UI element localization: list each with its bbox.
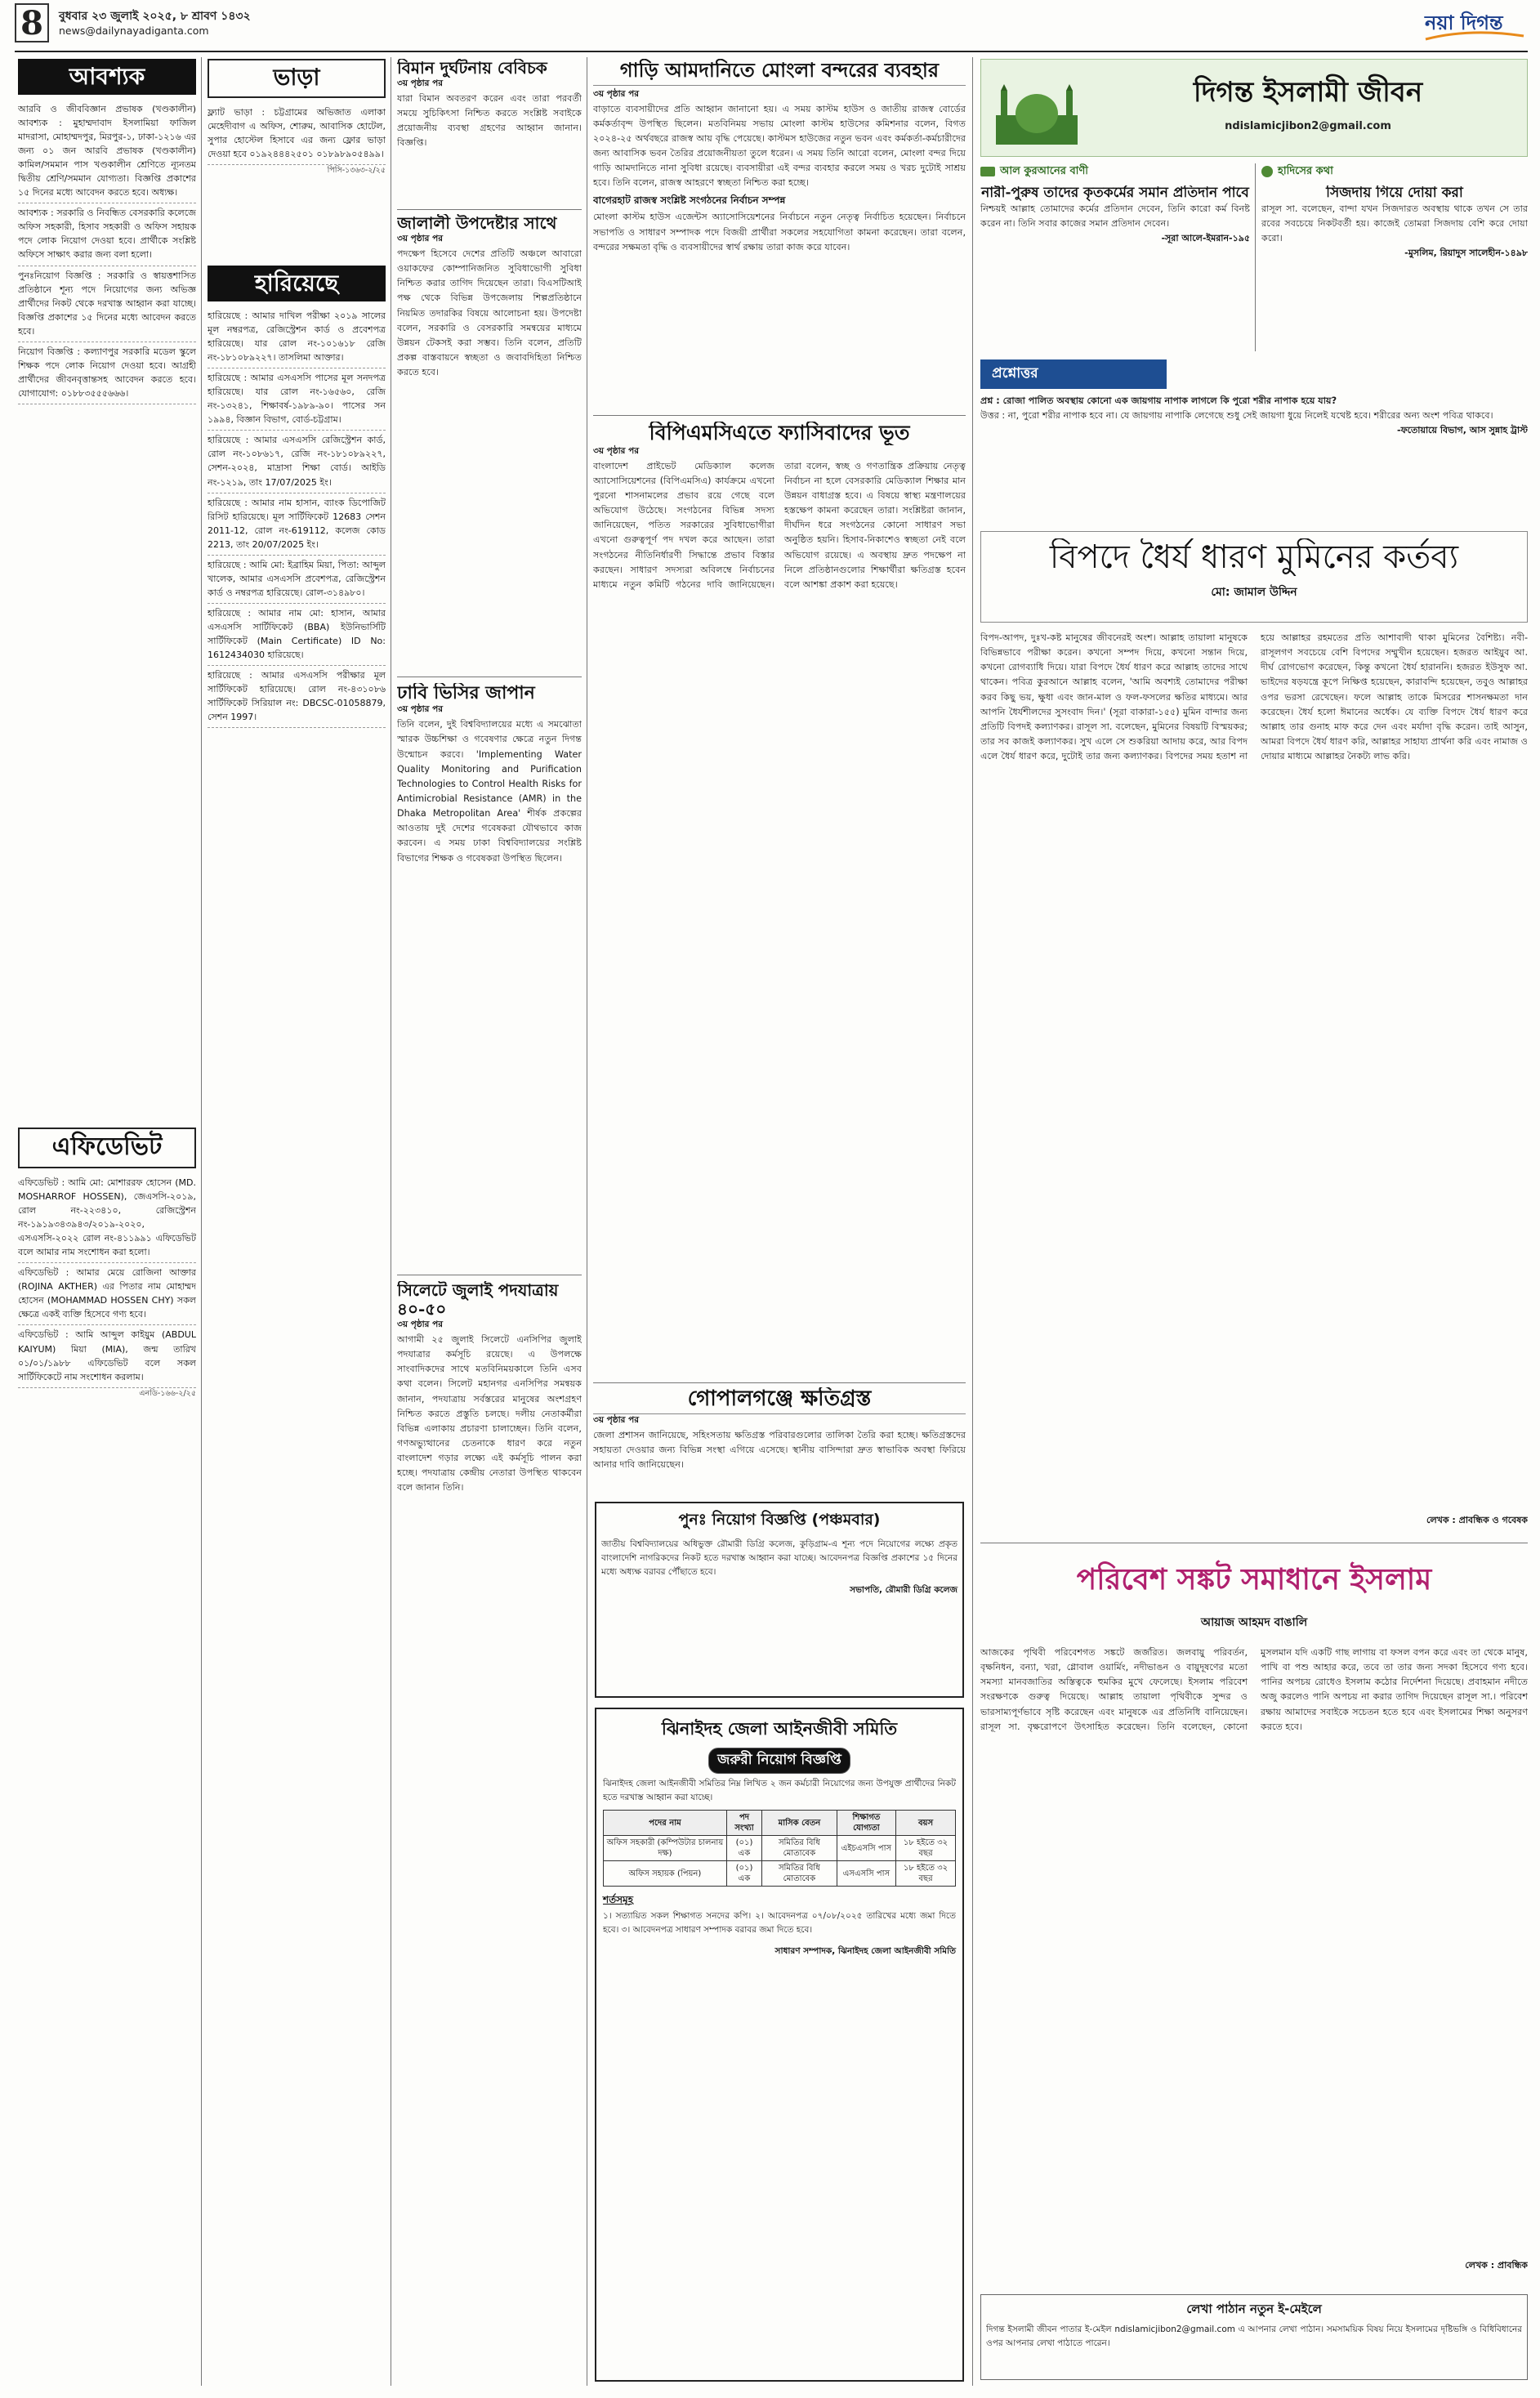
hadith-icon	[1261, 166, 1273, 177]
ad-list	[18, 1173, 196, 1400]
ad-list	[18, 100, 196, 404]
terms-body: ১। সত্যায়িত সকল শিক্ষাগত সনদের কপি। ২। আবেদনপত্র ০৭/০৮/২০২৫ তারিখের মধ্যে জমা দিতে হবে। ৩। আবেদনপত্র সাধারণ সম্পাদক বরাবর জমা দিতে হবে।	[603, 1911, 956, 1935]
bpmc-headline[interactable]: বিপিএমসিএতে ফ্যাসিবাদের ভূত	[649, 422, 910, 444]
classified-ad: নিয়োগ বিজ্ঞপ্তি : কল্যাণপুর সরকারি মডেল স্কুলে শিক্ষক পদে লোক নিয়োগ দেওয়া হবে। আগ্রহী প্রার্থীদের জীবনবৃত্তান্তসহ আবেদন করতে হবে। যোগাযোগ: ০১৮৮৩৫৫৫৬৬৬।	[18, 342, 196, 404]
jhenaidah-signer: সাধারণ সম্পাদক, ঝিনাইদহ জেলা আইনজীবী সমিতি	[774, 1946, 956, 1956]
footer-body: দিগন্ত ইসলামী জীবন পাতার ই-মেইল ndislamicjibon2@gmail.com এ আপনার লেখা পাঠান। সমসাময়িক বিষয় নিয়ে ইসলামের দৃষ্টিভঙ্গি ও বিধিবিধানের ওপর আপনার লেখা পাঠাতে পারেন।	[986, 2324, 1522, 2348]
recruitment-title: পুনঃ নিয়োগ বিজ্ঞপ্তি (পঞ্চমবার)	[678, 1511, 881, 1529]
article1-byline: লেখক : প্রাবন্ধিক ও গবেষক	[1426, 1515, 1528, 1525]
gopalganj-headline[interactable]: গোপালগঞ্জে ক্ষতিগ্রস্ত	[593, 1387, 966, 1414]
table-cell: অফিস সহায়ক (পিয়ন)	[604, 1861, 727, 1887]
islam-banner	[980, 59, 1528, 157]
col-divider	[972, 57, 973, 2386]
article1	[980, 631, 1528, 1538]
ad-list	[208, 306, 386, 728]
islam-section-title: দিগন্ত ইসলামী জীবন	[1193, 76, 1423, 109]
qa-question: প্রশ্ন : রোজা পালিত অবস্থায় কোনো এক জায়গায় নাপাক লাগলে কি পুরো শরীর নাপাক হয়ে যায়?	[980, 395, 1337, 406]
sylhet-headline[interactable]: সিলেটে জুলাই পদযাত্রায় ৪০-৫০	[397, 1281, 559, 1319]
article1-author: মো: জামাল উদ্দিন	[1211, 586, 1297, 599]
lost-ad: হারিয়েছে : আমার নাম মো: হাসান, আমার এসএসসি সার্টিফিকেট (BBA) ইউনিভার্সিটি সার্টিফিকেট (Main Certificate) ID No: 1612434030 হারিয়েছে।	[208, 604, 386, 666]
dateline: বুধবার ২৩ জুলাই ২০২৫, ৮ শ্রাবণ ১৪৩২	[59, 10, 251, 23]
table-cell: অফিস সহকারী (কম্পিউটার চালনায় দক্ষ)	[604, 1836, 727, 1861]
islam-email[interactable]: ndislamicjibon2@gmail.com	[1225, 120, 1391, 132]
table-cell: ১৮ হইতে ৩২ বছর	[896, 1861, 956, 1887]
header-rule	[15, 51, 1528, 52]
plane-headline[interactable]: বিমান দুর্ঘটনায় বেবিচক	[397, 59, 547, 78]
story-body: তিনি বলেন, দুই বিশ্ববিদ্যালয়ের মধ্যে এ সমঝোতা স্মারক উচ্চশিক্ষা ও গবেষণার ক্ষেত্রে নতুন দিগন্ত উন্মোচন করবে। 'Implementing Water Quality Monitoring and Purification Technologies to Control Health Risks for Antimicrobial Resistance (AMR) in the Dhaka Metropolitan Area' শীর্ষক প্রকল্পের আওতায় দুই দেশের গবেষকরা যৌথভাবে কাজ করবেন। এ সময় ঢাকা বিশ্ববিদ্যালয়ের সংশ্লিষ্ট বিভাগের শিক্ষক ও গবেষকরা উপস্থিত ছিলেন।	[397, 719, 582, 864]
table-row	[604, 1861, 956, 1887]
story-body: মোংলা কাস্টম হাউস এজেন্টস অ্যাসোসিয়েশনের নির্বাচনে নতুন নেতৃত্ব নির্বাচিত হয়েছেন। নির্বাচনে সভাপতি ও সাধারণ সম্পাদক পদে বিজয়ী প্রার্থীরা সকলের সহযোগিতা কামনা করেছেন। তারা বলেন, বন্দরের সক্ষমতা বৃদ্ধি ও ব্যবসায়ীদের স্বার্থ রক্ষায় তারা কাজ করে যাবেন।	[593, 212, 966, 252]
quran-label: আল কুরআনের বাণী	[980, 163, 1250, 181]
gopalganj-story	[593, 1387, 966, 1492]
article1-body: বিপদ-আপদ, দুঃখ-কষ্ট মানুষের জীবনেরই অংশ। আল্লাহ তায়ালা মানুষকে বিভিন্নভাবে পরীক্ষা করেন। কখনো সম্পদ দিয়ে, কখনো সন্তান দিয়ে, কখনো রোগব্যাধি দিয়ে। যারা বিপদে ধৈর্য ধারণ করে আল্লাহ তাদের সাথে থাকেন। পবিত্র কুরআনে আল্লাহ বলেন, 'আমি অবশ্যই তোমাদের পরীক্ষা করব কিছু ভয়, ক্ষুধা এবং জান-মাল ও ফল-ফসলের ক্ষতির মাধ্যমে। আর আপনি ধৈর্যশীলদের সুসংবাদ দিন।' (সূরা বাকারা-১৫৫) মুমিন বান্দার জন্য প্রতিটি বিপদই কল্যাণকর। রাসূল সা. বলেছেন, মুমিনের বিষয়টি বিস্ময়কর; তার সব কাজই কল্যাণকর। সুখ এলে সে শুকরিয়া আদায় করে, আর বিপদ এলে ধৈর্য ধারণ করে, দুটোই তার জন্য কল্যাণকর। বিপদের সময় হতাশ না হয়ে আল্লাহর রহমতের প্রতি আশাবাদী থাকা মুমিনের বৈশিষ্ট্য। নবী-রাসূলগণ সবচেয়ে বেশি বিপদের সম্মুখীন হয়েছেন। হজরত আইয়ুব আ. দীর্ঘ রোগভোগ করেছেন, কিন্তু কখনো ধৈর্য হারাননি। হজরত ইউসুফ আ. ভাইদের ষড়যন্ত্রে কূপে নিক্ষিপ্ত হয়েছেন, কারাবন্দি হয়েছেন, তবুও আল্লাহর ওপর ভরসা রেখেছেন। ফলে আল্লাহ তাকে মিসরের শাসনক্ষমতা দান করেছেন। ধৈর্য হলো ঈমানের অর্ধেক। যে ব্যক্তি বিপদে ধৈর্য ধারণ করে আল্লাহ তার গুনাহ মাফ করে দেন এবং মর্যাদা বৃদ্ধি করেন। তাই আসুন, আমরা বিপদে ধৈর্য ধারণ করি, আল্লাহর সাহায্য প্রার্থনা করি এবং নামাজ ও দোয়ার মাধ্যমে আল্লাহর নৈকট্য লাভ করি।	[980, 632, 1528, 762]
story-divider	[593, 1382, 966, 1383]
hadith-body: রাসূল সা. বলেছেন, বান্দা যখন সিজদারত অবস্থায় থাকে তখন সে তার রবের সবচেয়ে নিকটবর্তী হয়। কাজেই তোমরা সিজদায় বেশি করে দোয়া করো।	[1261, 203, 1528, 243]
article2	[980, 1646, 1528, 2283]
story-source: ৩য় পৃষ্ঠার পর	[593, 88, 640, 99]
rent-ad: ফ্ল্যাট ভাড়া : চট্টগ্রামের অভিজাত এলাকা মেহেদীবাগ এ অফিস, শোরুম, আবাসিক হোটেল, সুপার হোস্টেল হিসাবে এর জন্য ফ্লোর ভাড়া দেওয়া হবে ০১৯২৪৪৪২৫০১ ০১৮৯৮৯০৫৪৯৯।	[208, 103, 386, 165]
lost-ad: হারিয়েছে : আমার দাখিল পরীক্ষা ২০১৯ সালের মূল নম্বরপত্র, রেজিস্ট্রেশন কার্ড ও প্রবেশপত্র হারিয়েছে। যার রোল নং-১০১৬১৮ রেজি নং-১৮১০৮৯২২৭। তাসলিমা আক্তার।	[208, 306, 386, 368]
ad-id: পিসি-১৩৬৩-২/২৫	[327, 166, 386, 176]
story-body: বাড়াতে ব্যবসায়ীদের প্রতি আহ্বান জানানো হয়। এ সময় কাস্টম হাউস ও জাতীয় রাজস্ব বোর্ডের কর্মকর্তাবৃন্দ উপস্থিত ছিলেন। মতবিনিময় সভায় মোংলা কাস্টম হাউসের কমিশনার বলেন, বিগত ২০২৪-২৫ অর্থবছরে রাজস্ব আয় বৃদ্ধি পেয়েছে। কাস্টমস হাউজের নতুন ভবন এবং কর্মকর্তা-কর্মচারীদের জন্য আবাসিক ভবন তৈরির প্রয়োজনীয়তা তুলে ধরেন। এ সময় তিনি আরো বলেন, মোংলা বন্দর দিয়ে গাড়ি আমদানিতে নানা সুবিধা রয়েছে। ব্যবসায়ীরা এই বন্দর ব্যবহার করলে সময় ও খরচ দুটোই সাশ্রয় হবে। তিনি বলেন, রাজস্ব আহরণে স্বচ্ছতা নিশ্চিত করা হচ্ছে।	[593, 103, 966, 189]
lost-ad: হারিয়েছে : আমার এসএসসি পরীক্ষার মূল সার্টিফিকেট হারিয়েছে। রোল নং-৪৩১০৮৬ সার্টিফিকেট সিরিয়াল নং: DBCSC-01058879, সেশন 1997।	[208, 666, 386, 728]
table-cell: সমিতির বিধি মোতাবেক	[762, 1861, 837, 1887]
jalali-story	[397, 214, 582, 672]
rent-section	[208, 59, 386, 255]
table-header: মাসিক বেতন	[762, 1811, 837, 1836]
table-cell: এইচএসসি পাস	[837, 1836, 895, 1861]
story-source: ৩য় পৃষ্ঠার পর	[397, 1320, 444, 1329]
quran-box	[980, 163, 1250, 351]
visa-headline[interactable]: ঢাবি ভিসির জাপান	[397, 683, 535, 703]
table-cell: (০১) এক	[726, 1861, 761, 1887]
needed-title: আবশ্যক	[18, 59, 196, 95]
quran-body: নিশ্চয়ই আল্লাহ তোমাদের কর্মের প্রতিদান দেবেন, তিনি কারো কর্ম বিনষ্ট করেন না। তিনি সবার কাজের সমান প্রতিদান দেবেন।	[980, 203, 1250, 229]
article1-title-box	[980, 531, 1528, 623]
story-source: ৩য় পৃষ্ঠার পর	[397, 78, 444, 88]
article2-title-box	[980, 1549, 1528, 1639]
story-divider	[593, 415, 966, 416]
quran-title: নারী-পুরুষ তাদের কৃতকর্মের সমান প্রতিদান পাবে	[981, 185, 1249, 201]
table-cell: এসএসসি পাস	[837, 1861, 895, 1887]
terms-title: শর্তসমূহ	[603, 1894, 633, 1905]
classifieds-affidavit	[18, 1128, 196, 2378]
header-email[interactable]: news@dailynayadiganta.com	[59, 25, 209, 37]
lost-ad: হারিয়েছে : আমার নাম হাসান, ব্যাংক ডিপোজিট রিসিট হারিয়েছে। মূল সার্টিফিকেট 12683 সেশন 2011-12, রোল নং-619112, কলেজ কোড 2213, তাং 20/07/2025 ইং।	[208, 493, 386, 556]
bpmc-story	[593, 422, 966, 1378]
quran-ref: -সূরা আলে-ইমরান-১৯৫	[1161, 232, 1250, 243]
ad-id: এনডি-১৬৬-২/২৫	[139, 1388, 196, 1398]
lost-ad: হারিয়েছে : আমার এসএসসি রেজিস্ট্রেশন কার্ড, রোল নং-১০৮৬১৭, রেজি নং-১৮১০৮৯২২৭, সেশন-২০২৪, মাদ্রাসা শিক্ষা বোর্ড। আইডি নং-১২১৯, তাং 17/07/2025 ইং।	[208, 431, 386, 493]
story-divider	[397, 209, 582, 210]
jhenaidah-ad	[595, 1708, 964, 2382]
visa-story	[397, 683, 582, 1271]
logo-text: নয়া দিগন্ত	[1425, 11, 1503, 34]
port-headline[interactable]: গাড়ি আমদানিতে মোংলা বন্দরের ব্যবহার	[593, 59, 966, 86]
jhenaidah-subtitle: জরুরী নিয়োগ বিজ্ঞপ্তি	[708, 1748, 850, 1774]
hadith-box	[1261, 163, 1528, 351]
article2-author: আয়াজ আহমদ বাঙালি	[1200, 1616, 1308, 1629]
port-story	[593, 59, 966, 410]
qa-ref: -ফতোয়ায়ে বিভাগ, আস সুন্নাহ ট্রাস্ট	[1397, 425, 1528, 436]
table-cell: সমিতির বিধি মোতাবেক	[762, 1836, 837, 1861]
col-divider	[1255, 163, 1256, 351]
page-number: 8	[15, 3, 49, 42]
article1-title[interactable]: বিপদে ধৈর্য ধারণ মুমিনের কর্তব্য	[1049, 538, 1459, 576]
story-subhead: বাগেরহাট রাজস্ব সংশ্লিষ্ট সংগঠনের নির্বাচন সম্পন্ন	[593, 194, 786, 207]
rent-title: ভাড়া	[208, 59, 386, 98]
page-header	[0, 0, 1540, 49]
qa-answer: উত্তর : না, পুরো শরীর নাপাক হবে না। যে জায়গায় নাপাকি লেগেছে শুধু সেই জায়গা ধুয়ে নিলেই যথেষ্ট হবে। শরীরের অন্য অংশ পবিত্র থাকবে।	[980, 410, 1493, 422]
lost-ad: হারিয়েছে : আমার এসএসসি পাসের মূল সনদপত্র হারিয়েছে। যার রোল নং-১৬৫৬০, রেজি নং-১৩২৪১, শিক্ষাবর্ষ-১৯৮৯-৯০। পাসের সন ১৯৯৪, বিজ্ঞান বিভাগ, বোর্ড-চট্টগ্রাম।	[208, 368, 386, 431]
recruitment-ad	[595, 1502, 964, 1698]
affidavit-ad: এফিডেভিট : আমি মো: মোশাররফ হোসেন (MD. MOSHARROF HOSSEN), জেএসসি-২০১৯, রোল নং-২২৩৪১০, রেজিস্ট্রেশন নং-১৯১৯৩৪৩৯৪৩/২০১৯-২০২০, এসএসসি-২০২২ রোল নং-৪১১৯৯১ এফিডেভিট বলে আমার নাম সংশোধন করা হলো।	[18, 1173, 196, 1263]
table-header: বয়স	[896, 1811, 956, 1836]
table-cell: (০১) এক	[726, 1836, 761, 1861]
hadith-ref: -মুসলিম, রিয়াদুস সালেহীন-১৪৯৮	[1404, 247, 1528, 258]
article2-body: আজকের পৃথিবী পরিবেশগত সঙ্কটে জর্জরিত। জলবায়ু পরিবর্তন, বৃক্ষনিধন, বন্যা, খরা, গ্লোবাল ওয়ার্মিং, নদীভাঙন ও বায়ুদূষণের মতো সমস্যা মানবজাতির অস্তিত্বকে হুমকির মুখে ফেলেছে। ইসলাম পরিবেশ সংরক্ষণকে গুরুত্ব দিয়েছে। আল্লাহ তায়ালা পৃথিবীকে সুন্দর ও ভারসাম্যপূর্ণভাবে সৃষ্টি করেছেন এবং মানুষকে এর প্রতিনিধি বানিয়েছেন। রাসূল সা. বৃক্ষরোপণে উৎসাহিত করেছেন। তিনি বলেছেন, কোনো মুসলমান যদি একটি গাছ লাগায় বা ফসল বপন করে এবং তা থেকে মানুষ, পাখি বা পশু আহার করে, তবে তা তার জন্য সদকা হিসেবে গণ্য হবে। পানির অপচয় রোধেও ইসলাম কঠোর নির্দেশনা দিয়েছে। প্রবাহমান নদীতে অজু করলেও পানি অপচয় না করার তাগিদ দিয়েছেন রাসূল সা.। পরিবেশ রক্ষায় আমাদের সবাইকে সচেতন হতে হবে এবং ইসলামের শিক্ষা অনুসরণ করতে হবে।	[980, 1647, 1528, 1732]
jhenaidah-table	[603, 1810, 956, 1887]
mosque-icon	[988, 66, 1086, 148]
table-header: পদ সংখ্যা	[726, 1811, 761, 1836]
plane-story	[397, 59, 582, 206]
col-divider	[201, 57, 202, 2386]
recruitment-signer: সভাপতি, রৌমারী ডিগ্রি কলেজ	[850, 1585, 957, 1595]
submission-footer	[980, 2294, 1528, 2380]
classifieds-needed	[18, 59, 196, 1113]
affidavit-ad: এফিডেভিট : আমার মেয়ে রোজিনা আক্তার (ROJINA AKTHER) এর পিতার নাম মোহাম্মদ হোসেন (MOHAMMAD HOSSEN CHY) সকল ক্ষেত্রে একই ব্যক্তি হিসেবে গণ্য হবে।	[18, 1263, 196, 1325]
classified-ad: আরবি ও জীববিজ্ঞান প্রভাষক (খণ্ডকালীন) আবশ্যক : মুহাম্মদাবাদ ইসলামিয়া ফাজিল মাদরাসা, মোহাম্মদপুর, মিরপুর-১, ঢাকা-১২১৬ এর জন্য ০১ জন আরবি প্রভাষক (খণ্ডকালীন) কামিল/সমমান পাস খণ্ডকালীন শ্রেণিতে ন্যূনতম দ্বিতীয় শ্রেণি/সমমান যোগ্যতা। বিজ্ঞপ্তি প্রকাশের ১৫ দিনের মধ্যে আবেদন করতে হবে। অধ্যক্ষ।	[18, 100, 196, 203]
table-cell: ১৮ হইতে ৩২ বছর	[896, 1836, 956, 1861]
story-source: ৩য় পৃষ্ঠার পর	[593, 445, 640, 456]
classified-ad: আবশ্যক : সরকারি ও নিবন্ধিত বেসরকারি কলেজে অফিস সহকারী, হিসাব সহকারী ও অফিস সহায়ক পদে লোক নিয়োগ দেওয়া হবে। প্রার্থীকে সংশ্লিষ্ট অফিসে সাক্ষাৎ করার জন্য বলা হলো।	[18, 203, 196, 266]
article2-title[interactable]: পরিবেশ সঙ্কট সমাধানে ইসলাম	[1076, 1562, 1432, 1596]
recruitment-body: জাতীয় বিশ্ববিদ্যালয়ের অধিভুক্ত রৌমারী ডিগ্রি কলেজ, কুড়িগ্রাম-এ শূন্য পদে নিয়োগের লক্ষ্যে প্রকৃত বাংলাদেশি নাগরিকদের নিকট হতে দরখাস্ত আহ্বান করা যাচ্ছে। আবেদনপত্র বিজ্ঞপ্তি প্রকাশের ১৫ দিনের মধ্যে অধ্যক্ষ বরাবর পৌঁছাতে হবে।	[601, 1539, 957, 1577]
sylhet-story	[397, 1281, 582, 2380]
story-body: বাংলাদেশ প্রাইভেট মেডিক্যাল কলেজ অ্যাসোসিয়েশনের (বিপিএমসিএ) কার্যক্রমে এখনো পুরনো শাসনামলের প্রভাব রয়ে গেছে বলে অভিযোগ উঠেছে। সংগঠনের বিভিন্ন সদস্য জানিয়েছেন, পতিত সরকারের সুবিধাভোগীরা এখনো গুরুত্বপূর্ণ পদ দখল করে আছেন। তারা সংগঠনের নীতিনির্ধারণী সিদ্ধান্তে প্রভাব বিস্তার করছেন। সাধারণ সদস্যরা অবিলম্বে নির্বাচনের মাধ্যমে নতুন কমিটি গঠনের দাবি জানিয়েছেন। তারা বলেন, স্বচ্ছ ও গণতান্ত্রিক প্রক্রিয়ায় নেতৃত্ব নির্বাচন না হলে বেসরকারি মেডিক্যাল শিক্ষার মান উন্নয়ন বাধাগ্রস্ত হবে। এ বিষয়ে স্বাস্থ্য মন্ত্রণালয়ের হস্তক্ষেপ কামনা করেছেন তারা। সংশ্লিষ্টরা জানান, দীর্ঘদিন ধরে সংগঠনের কোনো সাধারণ সভা অনুষ্ঠিত হয়নি। হিসাব-নিকাশেও স্বচ্ছতা নেই বলে অভিযোগ রয়েছে। এ অবস্থায় দ্রুত পদক্ষেপ না নিলে প্রতিষ্ঠানগুলোর শিক্ষার্থীরা ক্ষতিগ্রস্ত হবেন বলে আশঙ্কা প্রকাশ করা হয়েছে।	[593, 460, 966, 590]
lost-section	[208, 266, 386, 2382]
qa-title: প্রশ্নোত্তর	[980, 359, 1167, 389]
hadith-label: হাদিসের কথা	[1261, 163, 1528, 181]
table-row	[604, 1836, 956, 1861]
story-source: ৩য় পৃষ্ঠার পর	[397, 234, 444, 243]
classified-ad: পুনঃনিয়োগ বিজ্ঞপ্তি : সরকারি ও স্বায়ত্তশাসিত প্রতিষ্ঠানে শূন্য পদে নিয়োগের জন্য অভিজ্ঞ প্রার্থীদের নিকট থেকে দরখাস্ত আহ্বান করা যাচ্ছে। বিজ্ঞপ্তি প্রকাশের ১৫ দিনের মধ্যে আবেদন করতে হবে।	[18, 266, 196, 342]
jalali-headline[interactable]: জালালী উপদেষ্টার সাথে	[397, 214, 557, 233]
story-source: ৩য় পৃষ্ঠার পর	[593, 1414, 640, 1425]
newspaper-logo	[1422, 7, 1528, 44]
footer-title: লেখা পাঠান নতুন ই-মেইলে	[1186, 2302, 1322, 2316]
lost-ad: হারিয়েছে : আমি মো: ইব্রাহিম মিয়া, পিতা: আব্দুল খালেক, আমার এসএসসি প্রবেশপত্র, রেজিস্ট্রেশন কার্ড ও নম্বরপত্র হারিয়েছে। রোল-৩১৪৯৮০।	[208, 556, 386, 604]
story-body: যারা বিমান অবতরণ করেন এবং তারা পরবর্তী সময়ে সুচিকিৎসা নিশ্চিত করতে সংশ্লিষ্ট সবাইকে প্রয়োজনীয় ব্যবস্থা গ্রহণের আহ্বান জানান। বিজ্ঞপ্তি।	[397, 93, 582, 149]
story-body: আগামী ২৫ জুলাই সিলেটে এনসিপির জুলাই পদযাত্রার কর্মসূচি রয়েছে। এ উপলক্ষে সাংবাদিকদের সাথে মতবিনিময়কালে তিনি এসব কথা বলেন। সিলেট মহানগর এনসিপির সমন্বয়ক জানান, পদযাত্রায় সর্বস্তরের মানুষের অংশগ্রহণ নিশ্চিত করতে প্রস্তুতি চলছে। দলীয় নেতাকর্মীরা বিভিন্ন এলাকায় প্রচারণা চালাচ্ছেন। তিনি বলেন, গণঅভ্যুত্থানের চেতনাকে ধারণ করে নতুন বাংলাদেশ গড়ার লক্ষ্যে এই কর্মসূচি পালন করা হচ্ছে। পদযাত্রায় কেন্দ্রীয় নেতারা উপস্থিত থাকবেন বলে জানান তিনি।	[397, 1334, 582, 1494]
book-icon	[980, 167, 995, 176]
table-header: শিক্ষাগত যোগ্যতা	[837, 1811, 895, 1836]
story-body: জেলা প্রশাসন জানিয়েছে, সহিংসতায় ক্ষতিগ্রস্ত পরিবারগুলোর তালিকা তৈরি করা হচ্ছে। ক্ষতিগ্রস্তদের সহায়তা দেওয়ার জন্য বিভিন্ন সংস্থা এগিয়ে এসেছে। স্থানীয় বাসিন্দারা দ্রুত স্বাভাবিক অবস্থা ফিরিয়ে আনার দাবি জানিয়েছেন।	[593, 1429, 966, 1471]
jhenaidah-title: ঝিনাইদহ জেলা আইনজীবী সমিতি	[661, 1719, 898, 1739]
jhenaidah-intro: ঝিনাইদহ জেলা আইনজীবী সমিতির নিম্ন লিখিত ২ জন কর্মচারী নিয়োগের জন্য উপযুক্ত প্রার্থীদের নিকট হতে দরখাস্ত আহ্বান করা যাচ্ছে।	[603, 1779, 956, 1802]
affidavit-ad: এফিডেভিট : আমি আব্দুল কাইয়ুম (ABDUL KAIYUM) মিয়া (MIA), জন্ম তারিখ ০১/০১/১৯৮৮ এফিডেভিট বলে সকল সার্টিফিকেটে নাম সংশোধন করলাম।	[18, 1325, 196, 1387]
table-header: পদের নাম	[604, 1811, 727, 1836]
story-body: পদক্ষেপ হিসেবে দেশের প্রতিটি অঞ্চলে আবারো ওয়াকফের কোম্পানিজনিত সুবিধাভোগী সুবিধা নিশ্চিত করার তাগিদ দিয়েছেন তারা। বিএসটিআই পক্ষ থেকে বিভিন্ন উপজেলায় শিল্পপ্রতিষ্ঠানে নিয়মিত তদারকির বিষয়ে আলোচনা হয়। উপদেষ্টা বলেন, সরকারি ও বেসরকারি সমন্বয়ের মাধ্যমে উন্নয়ন টেকসই করা সম্ভব। তিনি বলেন, প্রতিটি প্রকল্প বাস্তবায়নে স্বচ্ছতা ও জবাবদিহিতা নিশ্চিত করতে হবে।	[397, 248, 582, 378]
qa-box	[980, 359, 1528, 523]
affidavit-title: এফিডেভিট	[18, 1128, 196, 1168]
lost-title: হারিয়েছে	[208, 266, 386, 301]
story-source: ৩য় পৃষ্ঠার পর	[397, 704, 444, 715]
hadith-title: সিজদায় গিয়ে দোয়া করা	[1326, 185, 1463, 201]
article2-byline: লেখক : প্রাবন্ধিক	[1465, 2260, 1528, 2271]
